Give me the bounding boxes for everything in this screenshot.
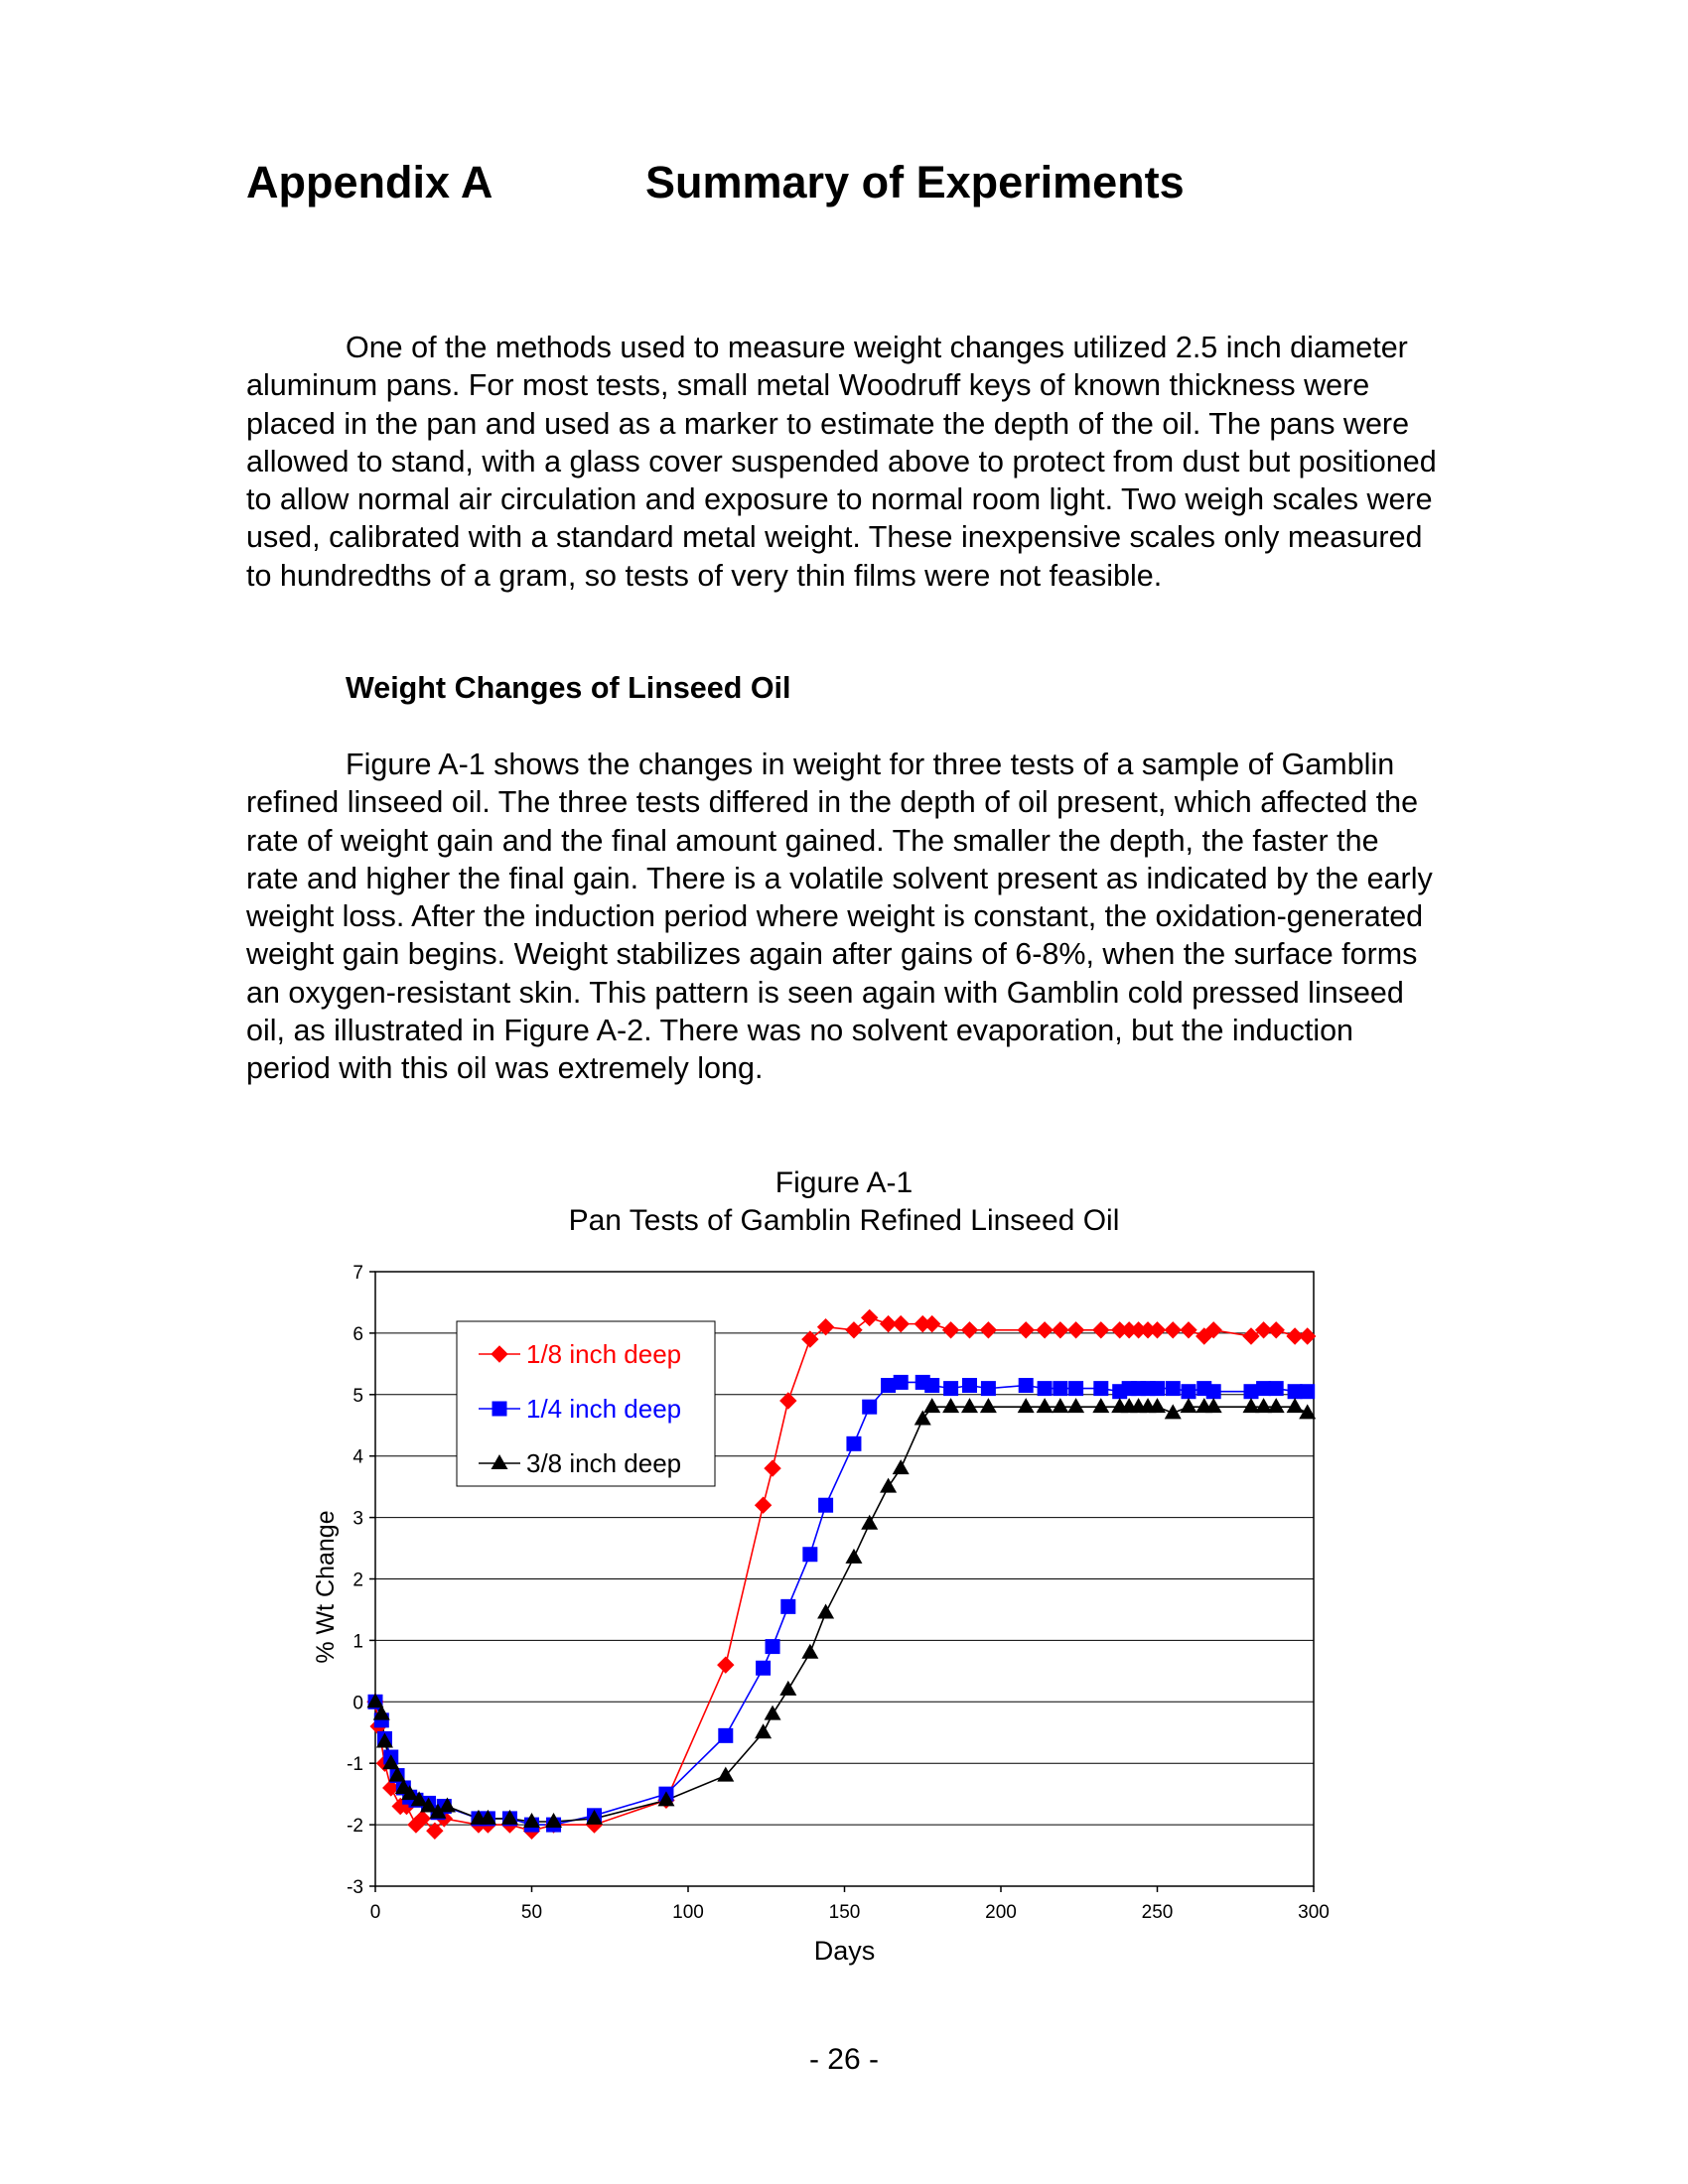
- data-point-series-1: [846, 1322, 862, 1338]
- data-point-series-2: [862, 1400, 877, 1415]
- data-point-series-1: [1093, 1322, 1109, 1338]
- appendix-title: Summary of Experiments: [645, 157, 1185, 207]
- data-point-series-3: [1092, 1398, 1109, 1413]
- legend-label: 1/8 inch deep: [526, 1339, 682, 1369]
- data-point-series-2: [846, 1436, 861, 1451]
- appendix-label: Appendix A: [246, 157, 493, 207]
- data-point-series-3: [801, 1644, 818, 1659]
- x-tick-label: 100: [672, 1902, 704, 1923]
- data-point-series-2: [1166, 1381, 1181, 1396]
- data-point-series-1: [980, 1322, 996, 1338]
- data-point-series-1: [1037, 1322, 1053, 1338]
- data-point-series-2: [962, 1378, 977, 1393]
- figure-title: Pan Tests of Gamblin Refined Linseed Oil: [568, 1204, 1120, 1237]
- data-point-series-2: [802, 1547, 817, 1562]
- data-point-series-1: [1053, 1322, 1068, 1338]
- data-point-series-2: [1206, 1384, 1221, 1399]
- data-point-series-3: [961, 1398, 978, 1413]
- data-point-series-1: [962, 1322, 978, 1338]
- data-point-series-3: [755, 1723, 772, 1738]
- data-point-series-1: [1068, 1322, 1084, 1338]
- y-tick-label: -3: [347, 1877, 363, 1898]
- data-point-series-1: [765, 1460, 780, 1476]
- y-tick-label: 6: [352, 1323, 363, 1345]
- data-point-series-1: [802, 1331, 818, 1347]
- data-point-series-3: [817, 1604, 834, 1619]
- x-tick-label: 250: [1141, 1902, 1174, 1923]
- data-point-series-3: [1037, 1398, 1054, 1413]
- figure-label: Figure A-1: [774, 1166, 914, 1199]
- data-point-series-1: [1150, 1322, 1166, 1338]
- data-point-series-3: [1018, 1398, 1035, 1413]
- y-axis-title: % Wt Change: [312, 1510, 340, 1664]
- section-subheading: Weight Changes of Linseed Oil: [346, 671, 791, 705]
- data-point-series-3: [861, 1515, 878, 1530]
- x-tick-label: 50: [520, 1902, 543, 1923]
- data-point-series-3: [1052, 1398, 1068, 1413]
- data-point-series-2: [894, 1375, 909, 1390]
- y-tick-label: 3: [352, 1508, 363, 1530]
- legend-label: 1/4 inch deep: [526, 1394, 682, 1424]
- page-number: - 26 -: [808, 2043, 880, 2076]
- linseed-paragraph-text: Figure A-1 shows the changes in weight for three tests of a sample of Gamblin refined linseed oil. The three tests differed in the depth of oil present, which affected the rate of weight gain and the final amount gained. The smaller the depth, the faster the rate and higher the final gain. There is a volatile solvent present as indicated by the early weight loss. After the induction period where weight is constant, the oxidation-generated weight gain begins. Weight stabilizes again after gains of 6-8%, when the surface forms an oxygen-resistant skin. This pattern is seen again with Gamblin cold pressed linseed oil, as illustrated in Figure A-2. There was no solvent evaporation, but the induction period with this oil was extremely long.: [246, 748, 1433, 1086]
- x-tick-label: 0: [369, 1902, 381, 1923]
- x-tick-label: 200: [985, 1902, 1017, 1923]
- data-point-series-1: [943, 1322, 959, 1338]
- data-point-series-1: [924, 1316, 940, 1332]
- data-point-series-3: [779, 1681, 796, 1696]
- y-tick-label: 0: [352, 1693, 363, 1714]
- data-point-series-3: [1181, 1398, 1197, 1413]
- legend-marker: [492, 1402, 507, 1417]
- intro-paragraph-text: One of the methods used to measure weight changes utilized 2.5 inch diameter aluminum pans. For most tests, small metal Woodruff keys of known thickness were placed in the pan and used as a marker to estimate the depth of the oil. The pans were allowed to stand, with a glass cover suspended above to protect from dust but positioned to allow normal air circulation and exposure to normal room light. Two weigh scales were used, calibrated with a standard metal weight. These inexpensive scales only measured to hundredths of a gram, so tests of very thin films were not feasible.: [246, 331, 1437, 593]
- data-point-series-3: [942, 1398, 959, 1413]
- x-axis-title: Days: [813, 1936, 876, 1966]
- data-point-series-1: [893, 1316, 909, 1332]
- data-point-series-2: [756, 1661, 771, 1676]
- data-point-series-2: [1019, 1378, 1034, 1393]
- data-point-series-3: [1287, 1398, 1304, 1413]
- data-point-series-1: [1181, 1322, 1196, 1338]
- data-point-series-3: [923, 1398, 940, 1413]
- data-point-series-2: [780, 1599, 795, 1614]
- data-point-series-2: [1150, 1381, 1165, 1396]
- data-point-series-2: [1300, 1384, 1315, 1399]
- data-point-series-3: [1268, 1398, 1285, 1413]
- data-point-series-2: [1053, 1381, 1067, 1396]
- data-point-series-3: [893, 1459, 910, 1474]
- data-point-series-3: [1067, 1398, 1084, 1413]
- y-tick-label: 1: [352, 1631, 363, 1653]
- y-tick-label: -1: [347, 1754, 363, 1776]
- data-point-series-3: [765, 1706, 781, 1720]
- data-point-series-1: [1165, 1322, 1181, 1338]
- y-tick-label: -2: [347, 1816, 363, 1838]
- x-tick-label: 150: [828, 1902, 861, 1923]
- data-point-series-1: [818, 1319, 834, 1335]
- legend-label: 3/8 inch deep: [526, 1448, 682, 1478]
- data-point-series-2: [1093, 1381, 1108, 1396]
- data-point-series-3: [880, 1478, 897, 1493]
- data-point-series-2: [1182, 1384, 1196, 1399]
- data-point-series-1: [1018, 1322, 1034, 1338]
- data-point-series-3: [845, 1549, 862, 1564]
- data-point-series-2: [981, 1381, 996, 1396]
- data-point-series-1: [756, 1497, 772, 1513]
- data-point-series-1: [1268, 1322, 1284, 1338]
- x-tick-label: 300: [1298, 1902, 1330, 1923]
- data-point-series-1: [862, 1309, 878, 1325]
- data-point-series-1: [718, 1657, 734, 1673]
- y-tick-label: 7: [352, 1263, 363, 1284]
- y-tick-label: 5: [352, 1385, 363, 1407]
- data-point-series-1: [780, 1393, 796, 1409]
- data-point-series-2: [924, 1378, 939, 1393]
- data-point-series-2: [1068, 1381, 1083, 1396]
- data-point-series-2: [1038, 1381, 1053, 1396]
- data-point-series-2: [818, 1498, 833, 1513]
- data-point-series-2: [943, 1381, 958, 1396]
- data-point-series-3: [980, 1398, 997, 1413]
- data-point-series-2: [1269, 1381, 1284, 1396]
- data-point-series-2: [718, 1728, 733, 1743]
- data-point-series-2: [766, 1639, 780, 1654]
- y-tick-label: 4: [352, 1446, 363, 1468]
- y-tick-label: 2: [352, 1570, 363, 1591]
